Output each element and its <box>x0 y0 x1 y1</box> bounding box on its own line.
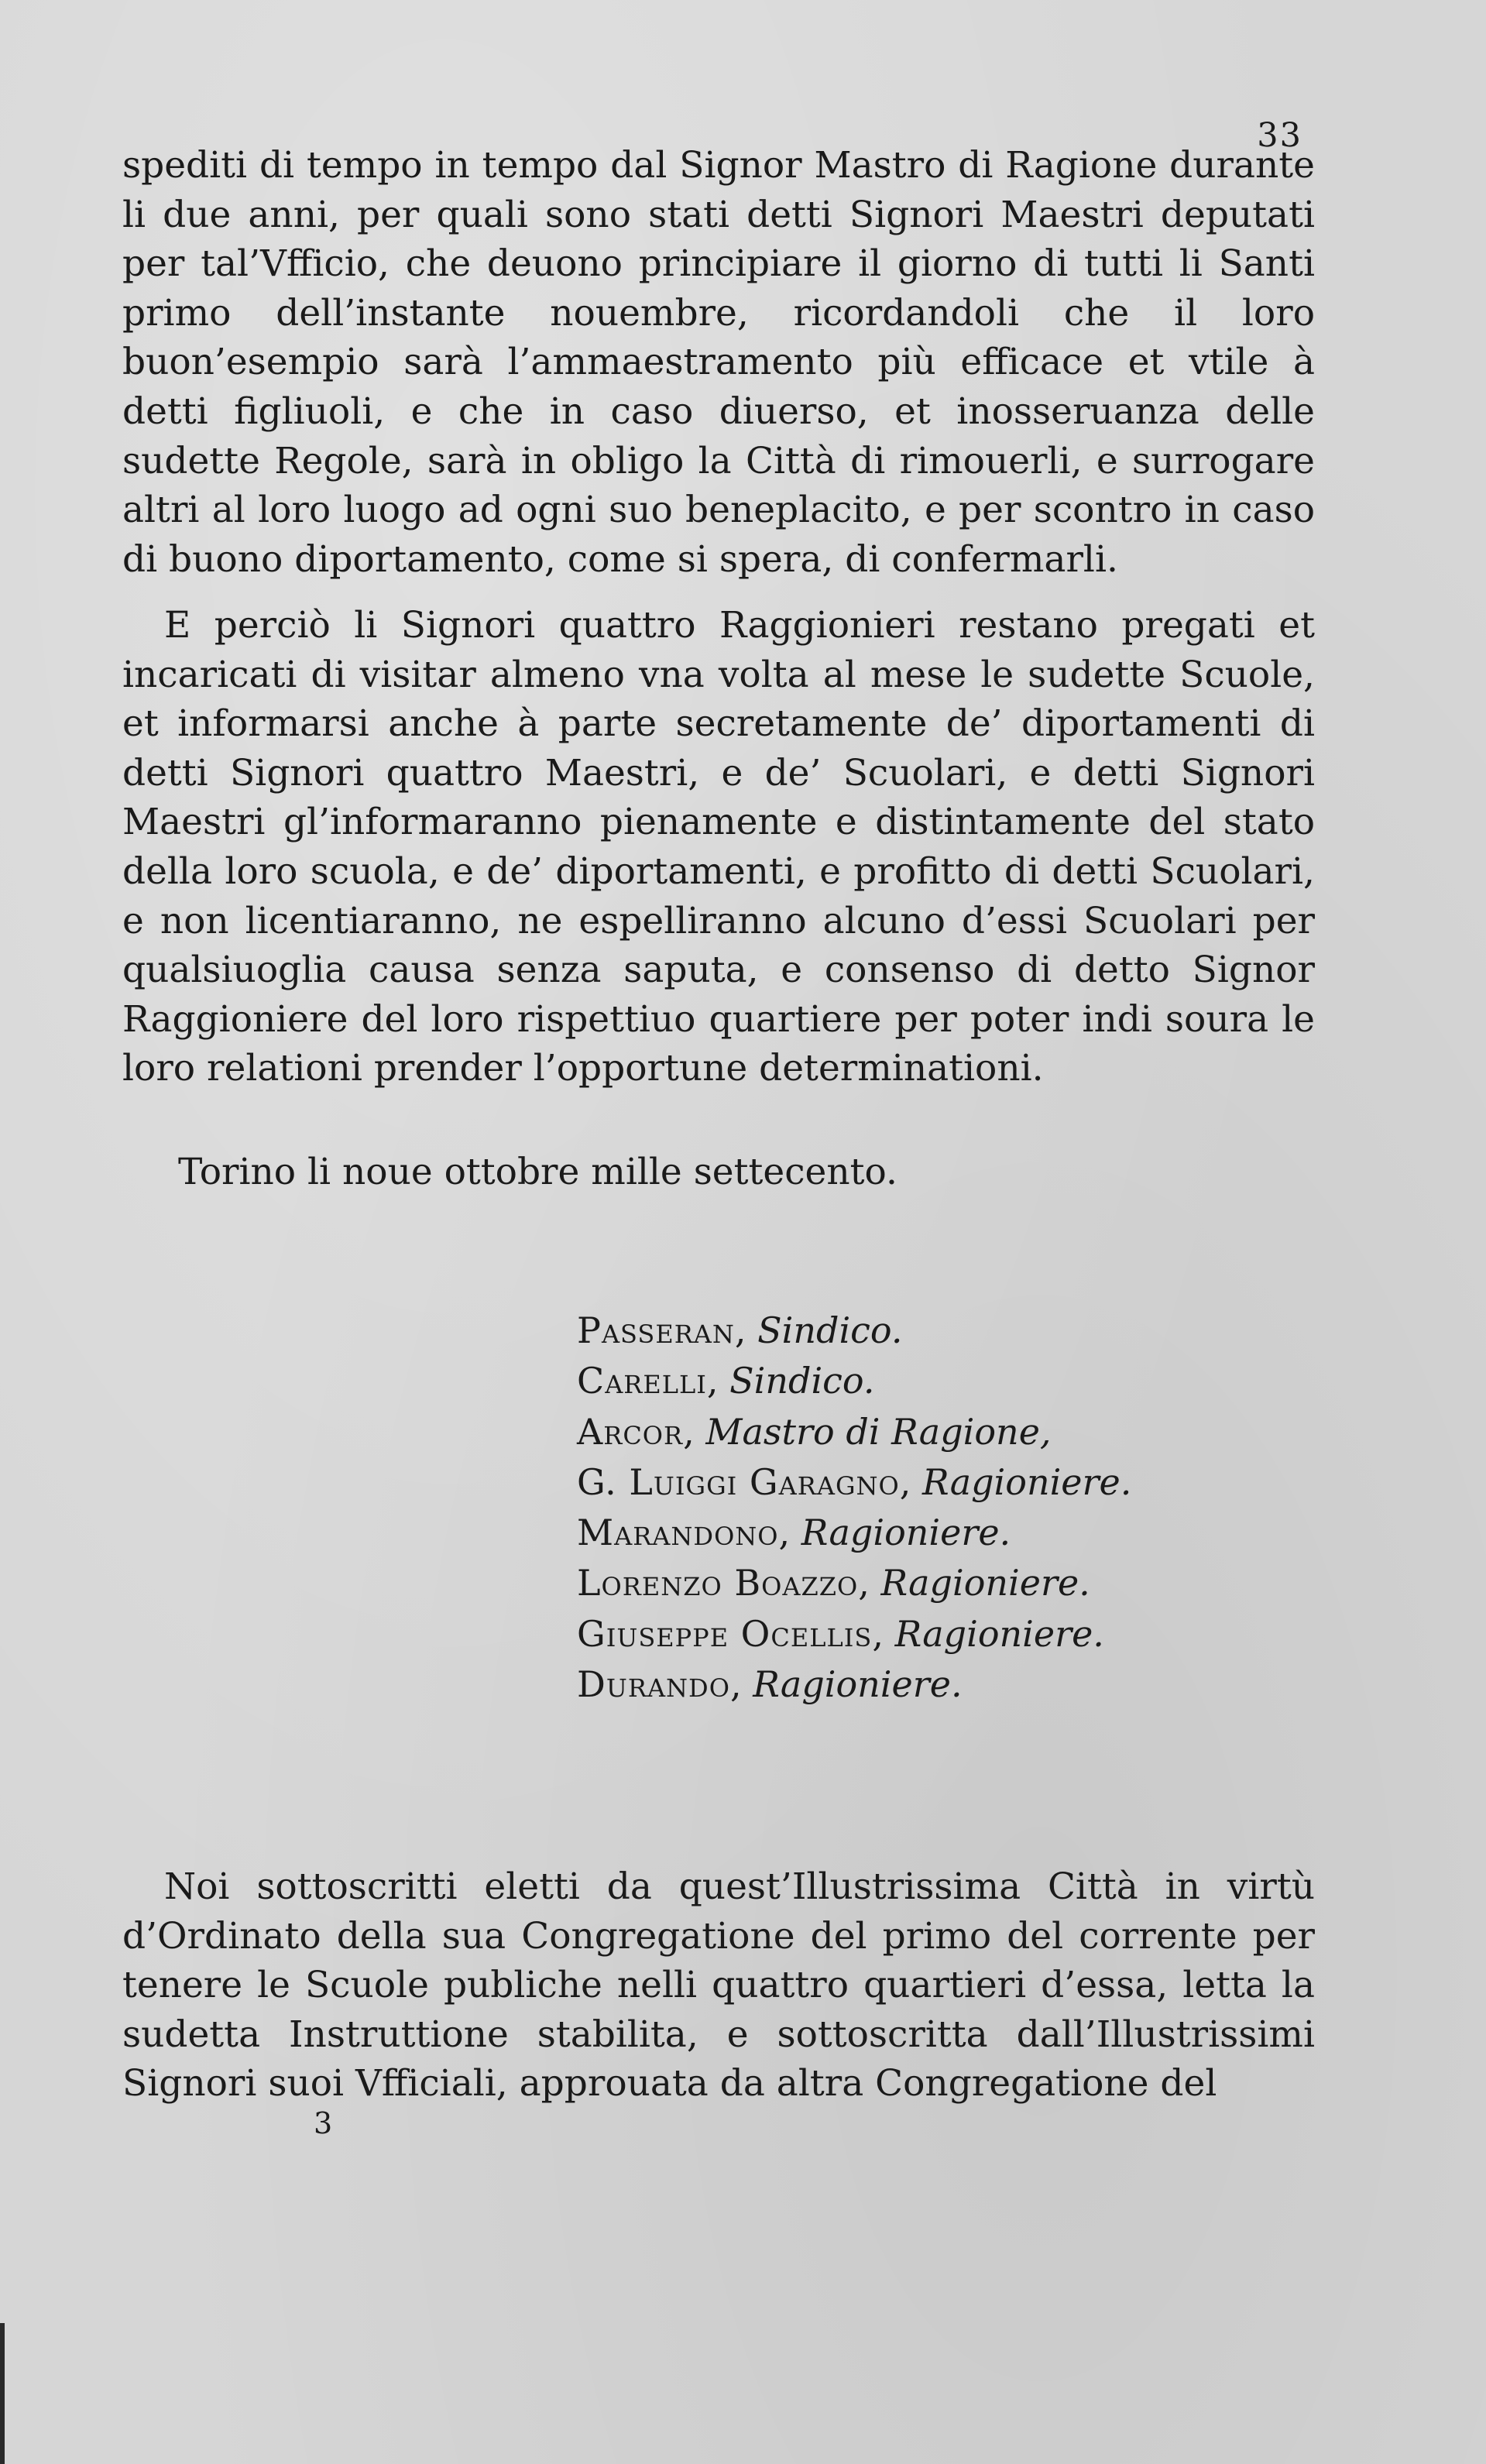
signatory-name: Durando <box>577 1663 730 1706</box>
signatory: G. Luiggi Garagno, Ragioniere. <box>577 1460 1132 1503</box>
signatory-role: Sindico. <box>757 1309 903 1351</box>
signatory-name: Lorenzo Boazzo <box>577 1562 859 1604</box>
dateline: Torino li noue ottobre mille settecento. <box>178 1151 897 1193</box>
signatory-name: Arcor <box>577 1410 684 1453</box>
signatory: Passeran, Sindico. <box>577 1309 903 1351</box>
paragraph-2: E perciò li Signori quattro Raggionieri restano pregati et incaricati di visitar almeno vna volta al mese le sudette Scuole, et informarsi anche à parte secretamente de’ diportamenti di detti Signori quattro Maestri, e de’ Scuolari, e detti Signori Maestri gl’informaranno pienamente e distintamente del stato della loro scuola, e de’ diportamenti, e profitto di detti Scuolari, e non licentiaranno, ne espelliranno alcuno d’essi Scuolari per qualsiuoglia causa senza saputa, e consenso di detto Signor Raggioniere del loro rispettiuo quartiere per poter indi soura le loro relationi prender l’opportune determinationi. <box>122 604 1315 1090</box>
signatory-role: Sindico. <box>729 1360 875 1402</box>
paragraph-3: Noi sottoscritti eletti da quest’Illustrissima Città in virtù d’Ordinato della sua Congregatione del primo del corrente per tenere le Scuole publiche nelli quattro quartieri d’essa, letta la sudetta Instruttione stabilita, e sottoscritta dall’Illustrissimi Signori suoi Vfficiali, approuata da altra Congregatione del <box>122 1865 1315 2105</box>
signature-block <box>577 1306 1313 1710</box>
signatory-role: Ragioniere. <box>801 1512 1011 1554</box>
signatory-role: Ragioniere. <box>894 1612 1104 1655</box>
paragraph-1: spediti di tempo in tempo dal Signor Mastro di Ragione durante li due anni, per quali sono stati detti Signori Maestri deputati per tal’Vfficio, che deuono principiare il giorno di tutti li Santi primo dell’instante nouembre, ricordandoli che il loro buon’esempio sarà l’ammaestramento più efficace et vtile à detti figliuoli, e che in caso diuerso, et inosseruanza delle sudette Regole, sarà in obligo la Città di rimouerli, e surrogare altri al loro luogo ad ogni suo beneplacito, e per scontro in caso di buono diportamento, come si spera, di confermarli. <box>122 144 1315 581</box>
signatory-name: Giuseppe Ocellis <box>577 1612 873 1655</box>
page-edge-shadow <box>0 2323 5 2464</box>
signatory: Durando, Ragioniere. <box>577 1663 963 1706</box>
signatory-role: Mastro di Ragione, <box>705 1410 1052 1453</box>
signatory: Marandono, Ragioniere. <box>577 1512 1011 1554</box>
signature-mark: 3 <box>314 2106 333 2140</box>
signatory-name: Carelli <box>577 1360 707 1402</box>
page-number: 33 <box>1257 116 1302 155</box>
signatory-name: Marandono <box>577 1512 779 1554</box>
signatory: Lorenzo Boazzo, Ragioniere. <box>577 1562 1090 1604</box>
signatory-name: G. Luiggi Garagno <box>577 1460 900 1503</box>
signatory-role: Ragioniere. <box>753 1663 963 1706</box>
signatory: Carelli, Sindico. <box>577 1360 875 1402</box>
signatory: Arcor, Mastro di Ragione, <box>577 1410 1052 1453</box>
signatory: Giuseppe Ocellis, Ragioniere. <box>577 1612 1104 1655</box>
signatory-role: Ragioniere. <box>880 1562 1090 1604</box>
signatory-name: Passeran <box>577 1309 735 1351</box>
signatory-role: Ragioniere. <box>922 1460 1132 1503</box>
